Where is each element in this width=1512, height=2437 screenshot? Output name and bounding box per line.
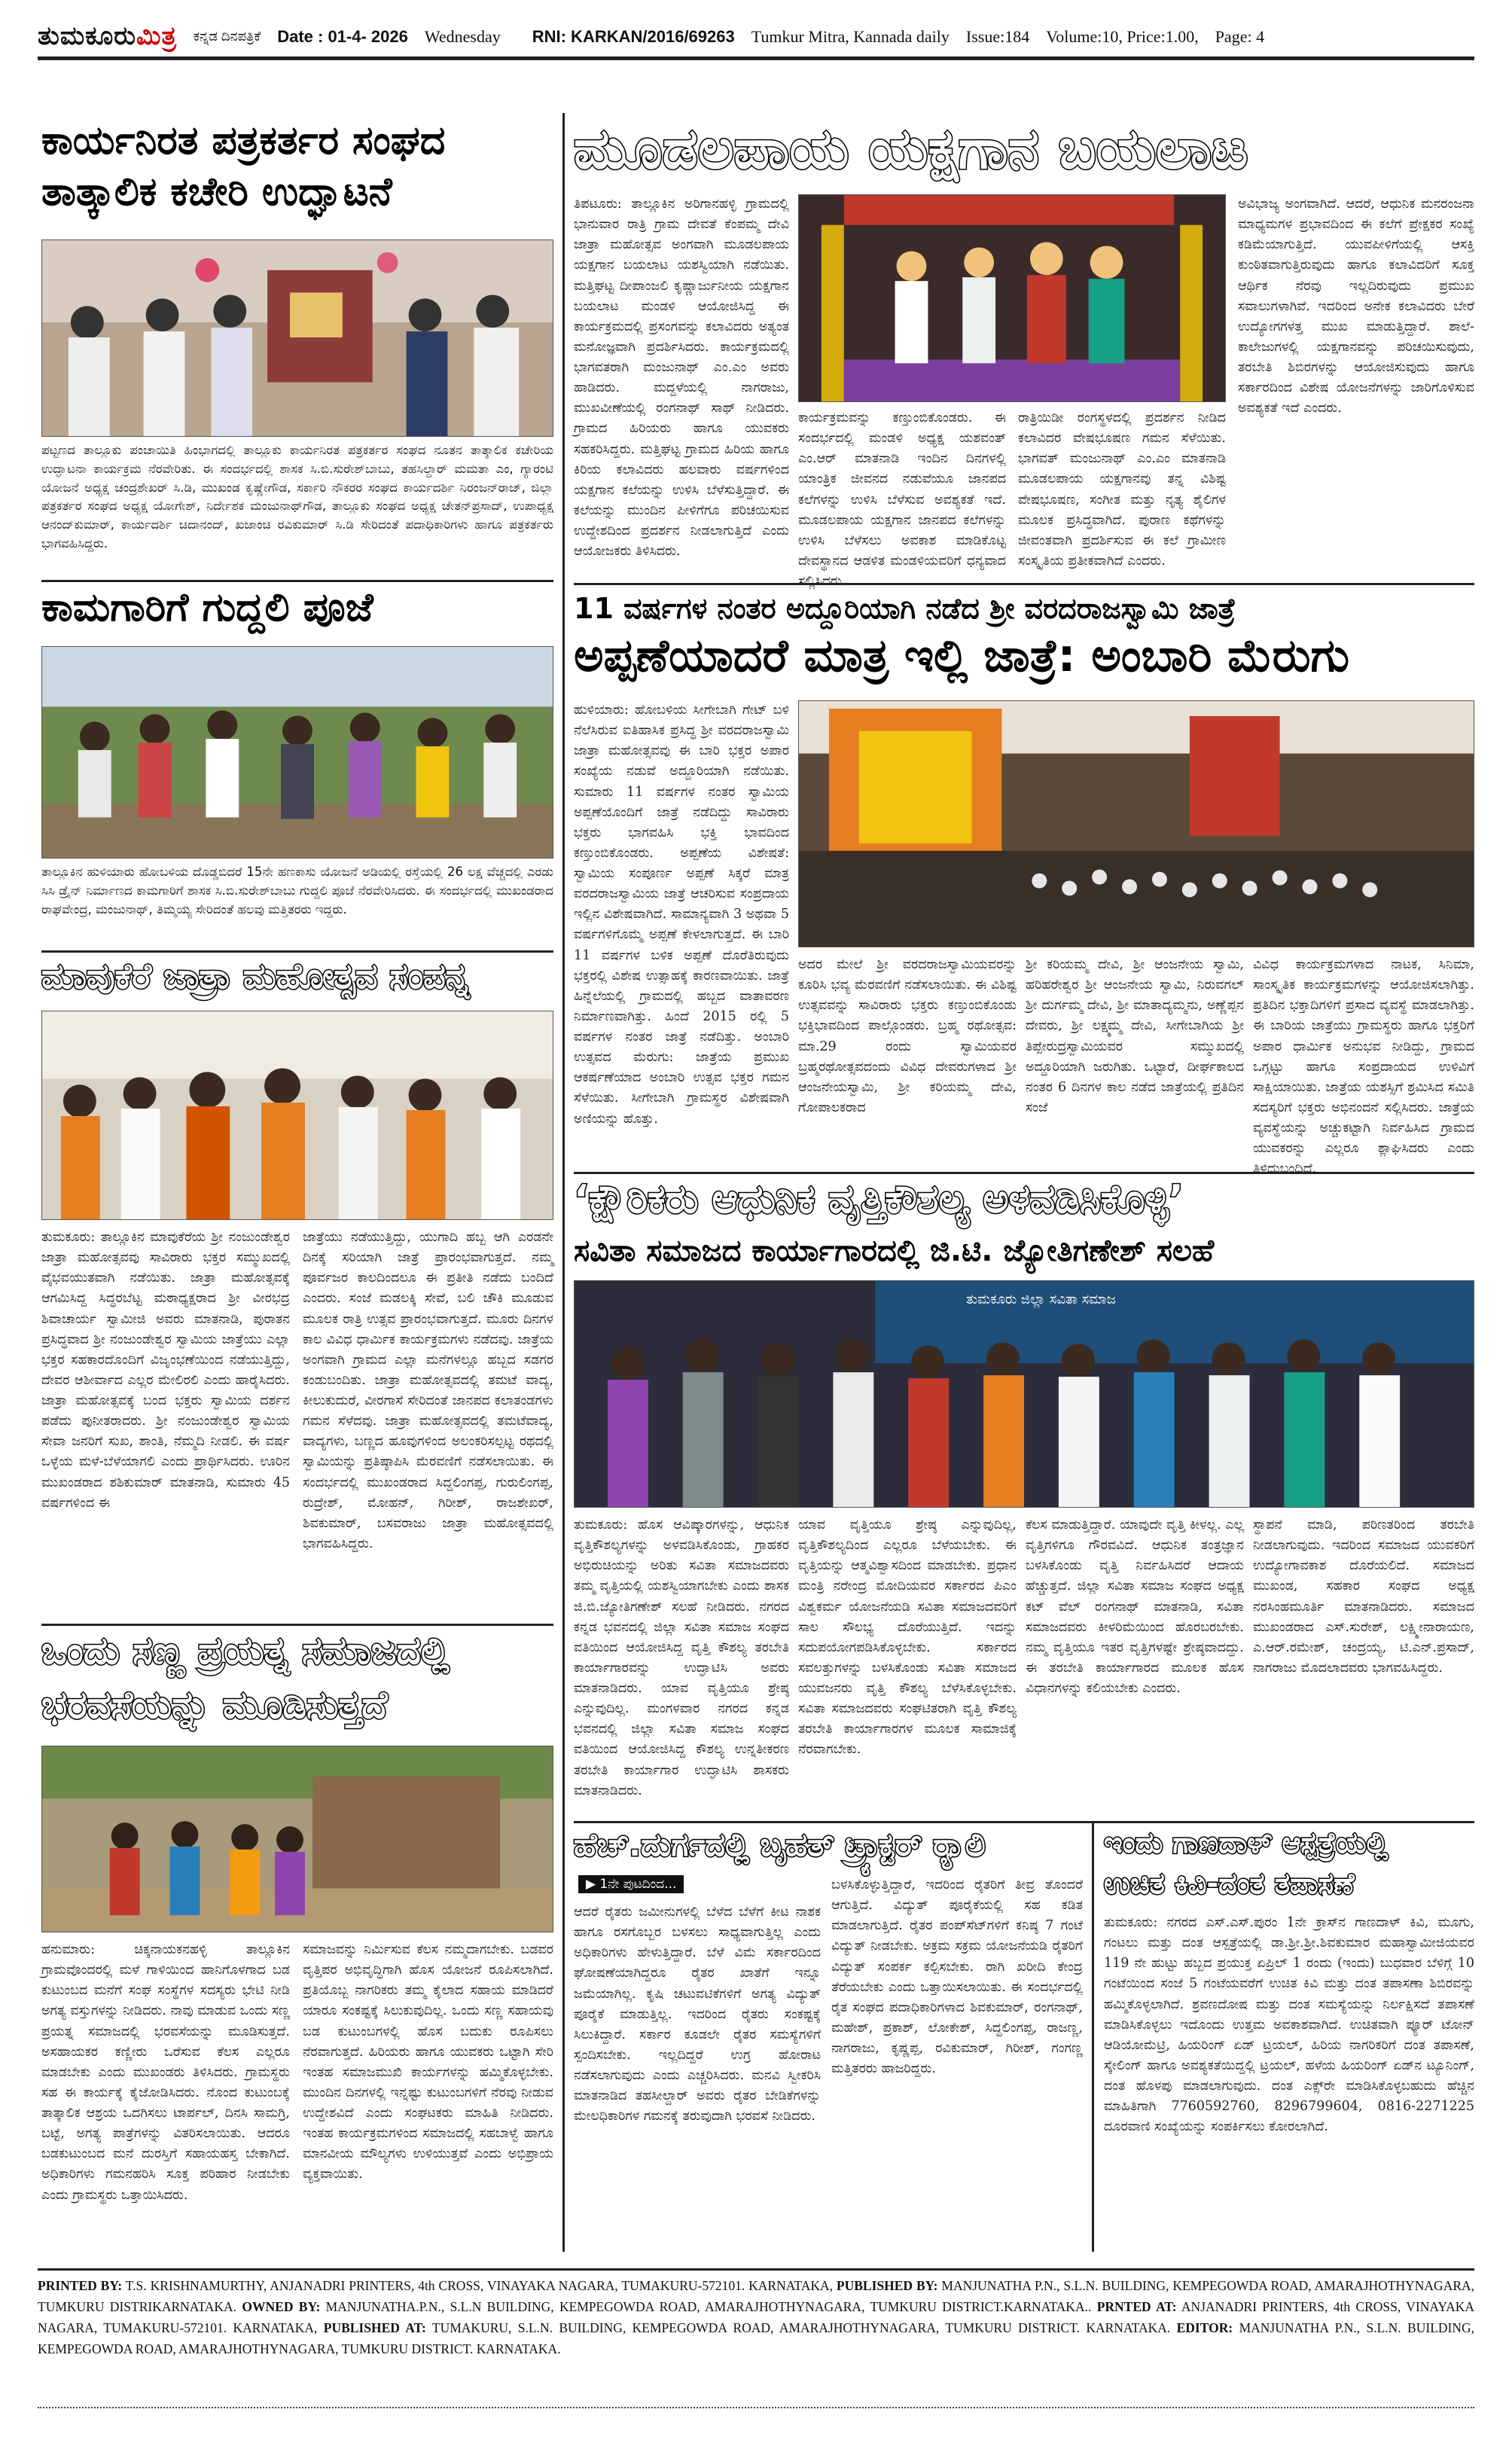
printed-by-label: PRINTED BY: (38, 2278, 123, 2293)
savitha-col2: ಯಾವ ವೃತ್ತಿಯೂ ಶ್ರೇಷ್ಠ ಎನ್ನುವುದಿಲ್ಲ, ವೃತ್ತಿಕೌಶಲ್ಯದಿಂದ ಎಲ್ಲರೂ ಬೆಳೆಯಬೇಕು. ಈ ವೃತ್ತಿಯನ್ನು ಆತ್ಮವಿಶ್ವಾಸದಿಂದ ಮಾಡಬೇಕು. ಪ್ರಧಾನ ಮಂತ್ರಿ ನರೇಂದ್ರ ಮೋದಿಯವರ ಸರ್ಕಾರದ ಪಿಎಂ ವಿಶ್ವಕರ್ಮ ಯೋಜನೆಯಡಿ ಸವಿತಾ ಸಮಾಜದವರಿಗೆ ಸಾಲ ಸೌಲಭ್ಯ ದೊರೆಯುತ್ತಿದೆ. ಇದನ್ನು ಸದುಪಯೋಗಪಡಿಸಿಕೊಳ್ಳಬೇಕು. ಸರ್ಕಾರದ ಸವಲತ್ತುಗಳನ್ನು ಬಳಸಿಕೊಂಡು ಸವಿತಾ ಸಮಾಜದ ಯುವಜನರು ವೃತ್ತಿ ಕೌಶಲ್ಯ ಬೆಳೆಸಿಕೊಳ್ಳಬೇಕು. ಸವಿತಾ ಸಮಾಜದವರು ಸಂಘಟಿತರಾಗಿ ವೃತ್ತಿ ಕೌಶಲ್ಯ ತರಬೇತಿ ಕಾರ್ಯಾಗಾರಗಳ ಮೂಲಕ ಸಾಮಾಜಿಕ್ಕೆ ನೆರವಾಗಬೇಕು. (798, 1517, 1017, 1758)
prayatna-headline-2: ಭರವಸೆಯನ್ನು ಮೂಡಿಸುತ್ತದೆ (41, 1683, 388, 1727)
logo-right: ಮಿತ್ರ (136, 22, 177, 50)
tractor-headline: ಹೆಚ್.ದುರ್ಗದಲ್ಲಿ ಬೃಹತ್ ಟ್ರ್ಯಾಕ್ಟರ್ ರ್‍ಯಾಲಿ (574, 1826, 986, 1863)
savitha-banner-text: ತುಮಕೂರು ಜಿಲ್ಲಾ ಸವಿತಾ ಸಮಾಜ (966, 1292, 1116, 1307)
published-by-label: PUBLISHED BY: (836, 2278, 938, 2293)
continued-label: 1ನೇ ಪುಟದಿಂದ... (599, 1877, 677, 1892)
prayatna-col1: ಹನುಮಾರು: ಚಿಕ್ಕನಾಯಕನಹಳ್ಳಿ ತಾಲ್ಲೂಕಿನ ಗ್ರಾಮವೊಂದರಲ್ಲಿ ಮಳೆ ಗಾಳಿಯಿಂದ ಹಾನಿಗೊಳಗಾದ ಬಡ ಕುಟುಂಬದ ಮನೆಗೆ ಸಂಘ ಸಂಸ್ಥೆಗಳ ಸದಸ್ಯರು ಭೇಟಿ ನೀಡಿ ಅಗತ್ಯ ವಸ್ತುಗಳನ್ನು ನೀಡಿದರು. ನಾವು ಮಾಡುವ ಒಂದು ಸಣ್ಣ ಪ್ರಯತ್ನ ಸಮಾಜದಲ್ಲಿ ಭರವಸೆಯನ್ನು ಮೂಡಿಸುತ್ತದೆ. ಅಸಹಾಯಕರ ಕಣ್ಣೀರು ಒರೆಸುವ ಕೆಲಸ ಎಲ್ಲರೂ ಮಾಡಬೇಕು ಎಂದು ಮುಖಂಡರು ತಿಳಿಸಿದರು. ಗ್ರಾಮಸ್ಥರು ಸಹ ಈ ಕಾರ್ಯಕ್ಕೆ ಕೈಜೋಡಿಸಿದರು. ನೊಂದ ಕುಟುಂಬಕ್ಕೆ ತಾತ್ಕಾಲಿಕ ಆಶ್ರಯ ಒದಗಿಸಲು ಟಾರ್ಪಲ್, ದಿನಸಿ ಸಾಮಗ್ರಿ, ಬಟ್ಟೆ, ಅಗತ್ಯ ಪಾತ್ರೆಗಳನ್ನು ವಿತರಿಸಲಾಯಿತು. ಆದರೂ ಬಡಕುಟುಂಬದ ಮನೆ ದುರಸ್ತಿಗೆ ಸಹಾಯಹಸ್ತ ಬೇಕಾಗಿದೆ. ಅಧಿಕಾರಿಗಳು ಗಮನಹರಿಸಿ ಸೂಕ್ತ ಪರಿಹಾರ ನೀಡಬೇಕು ಎಂದು ಗ್ರಾಮಸ್ಥರು ಒತ್ತಾಯಿಸಿದರು. (41, 1942, 290, 2203)
savitha-col3: ಕೆಲಸ ಮಾಡುತ್ತಿದ್ದಾರೆ. ಯಾವುದೇ ವೃತ್ತಿ ಕೀಳಲ್ಲ. ಎಲ್ಲ ವೃತ್ತಿಗಳಿಗೂ ಗೌರವವಿದೆ. ಆಧುನಿಕ ತಂತ್ರಜ್ಞಾನ ಬಳಸಿಕೊಂಡು ವೃತ್ತಿ ನಿರ್ವಹಿಸಿದರೆ ಆದಾಯ ಹೆಚ್ಚುತ್ತದೆ. ಜಿಲ್ಲಾ ಸವಿತಾ ಸಮಾಜ ಸಂಘದ ಅಧ್ಯಕ್ಷ ಕಟ್ ವೆಲ್ ರಂಗನಾಥ್ ಮಾತನಾಡಿ, ಸವಿತಾ ಸಮಾಜದವರು ಕೀಳರಿಮೆಯಿಂದ ಹೊರಬರಬೇಕು. ನಮ್ಮ ವೃತ್ತಿಯೂ ಇತರ ವೃತ್ತಿಗಳಷ್ಟೇ ಶ್ರೇಷ್ಠವಾದದ್ದು. ಈ ತರಬೇತಿ ಕಾರ್ಯಾಗಾರದ ಮೂಲಕ ಹೊಸ ವಿಧಾನಗಳನ್ನು ಕಲಿಯಬೇಕು ಎಂದರು. (1026, 1517, 1244, 1696)
yakshagana-col4: ಅವಿಭಾಜ್ಯ ಅಂಗವಾಗಿದೆ. ಆದರೆ, ಆಧುನಿಕ ಮನರಂಜನಾ ಮಾಧ್ಯಮಗಳ ಪ್ರಭಾವದಿಂದ ಈ ಕಲೆಗೆ ಪ್ರೇಕ್ಷಕರ ಸಂಖ್ಯೆ ಕಡಿಮೆಯಾಗುತ್ತಿದೆ. ಯುವಪೀಳಿಗೆಯಲ್ಲಿ ಆಸಕ್ತಿ ಕುಂಠಿತವಾಗುತ್ತಿರುವುದು ಹಾಗೂ ಕಲಾವಿದರಿಗೆ ಸೂಕ್ತ ಆರ್ಥಿಕ ನೆರವು ಇಲ್ಲದಿರುವುದು ಪ್ರಮುಖ ಸವಾಲುಗಳಾಗಿವೆ. ಇದರಿಂದ ಅನೇಕ ಕಲಾವಿದರು ಬೇರೆ ಉದ್ಯೋಗಗಳತ್ತ ಮುಖ ಮಾಡುತ್ತಿದ್ದಾರೆ. ಶಾಲೆ-ಕಾಲೇಜುಗಳಲ್ಲಿ ಯಕ್ಷಗಾನವನ್ನು ಪರಿಚಯಿಸುವುದು, ತರಬೇತಿ ಶಿಬಿರಗಳನ್ನು ಆಯೋಜಿಸುವುದು ಹಾಗೂ ಸರ್ಕಾರದಿಂದ ವಿಶೇಷ ಯೋಜನೆಗಳನ್ನು ಜಾರಿಗೊಳಿಸುವ ಅವಶ್ಯಕತೆ ಇದೆ ಎಂದರು. (1238, 197, 1474, 416)
masthead-date: Date : 01-4- 2026 (277, 26, 408, 46)
savitha-photo (574, 1280, 1474, 1508)
section-divider (574, 1172, 1474, 1174)
masthead-paper: Tumkur Mitra, Kannada daily (751, 26, 950, 46)
varadaraja-headline: ಅಪ್ಪಣೆಯಾದರೆ ಮಾತ್ರ ಇಲ್ಲಿ ಜಾತ್ರೆ: ಅಂಬಾರಿ ಮೆರುಗು (574, 630, 1349, 682)
office-headline-2: ತಾತ್ಕಾಲಿಕ ಕಚೇರಿ ಉದ್ಘಾಟನೆ (41, 169, 392, 215)
section-divider (574, 1821, 1474, 1823)
mavukere-col1: ತುಮಕೂರು: ತಾಲ್ಲೂಕಿನ ಮಾವುಕೆರೆಯ ಶ್ರೀ ನಂಜುಂಡೇಶ್ವರ ಜಾತ್ರಾ ಮಹೋತ್ಸವವು ಸಾವಿರಾರು ಭಕ್ತರ ಸಮ್ಮುಖದಲ್ಲಿ ವೈಭವಯುತವಾಗಿ ನಡೆಯಿತು. ಜಾತ್ರಾ ಮಹೋತ್ಸವಕ್ಕೆ ಆಗಮಿಸಿದ್ದ ಸಿದ್ಧರಬೆಟ್ಟ ಮಠಾಧ್ಯಕ್ಷರಾದ ಶ್ರೀ ವೀರಭದ್ರ ಶಿವಾಚಾರ್ಯ ಸ್ವಾಮೀಜಿ ಅವರು ಮಾತನಾಡಿ, ಪುರಾತನ ಪ್ರಸಿದ್ಧವಾದ ಶ್ರೀ ನಂಜುಂಡೇಶ್ವರ ಸ್ವಾಮಿಯ ಜಾತ್ರೆಯು ಎಲ್ಲಾ ಭಕ್ತರ ಸಹಕಾರದೊಂದಿಗೆ ವಿಜೃಂಭಣೆಯಿಂದ ನಡೆಯುತ್ತಿದ್ದು, ದೇವರ ಆಶೀರ್ವಾದ ಎಲ್ಲರ ಮೇಲಿರಲಿ ಎಂದು ಹಾರೈಸಿದರು. ಜಾತ್ರಾ ಮಹೋತ್ಸವಕ್ಕೆ ಬಂದ ಭಕ್ತರು ಸ್ವಾಮಿಯ ದರ್ಶನ ಪಡೆದು ಪುನೀತರಾದರು. ಶ್ರೀ ನಂಜುಂಡೇಶ್ವರ ಸ್ವಾಮಿಯ ಸೇವಾ ಜನರಿಗೆ ಸುಖ, ಶಾಂತಿ, ನೆಮ್ಮದಿ ನೀಡಲಿ. ಈ ವರ್ಷ ಒಳ್ಳೆಯ ಮಳೆ-ಬೆಳೆಯಾಗಲಿ ಎಂದು ಪ್ರಾರ್ಥಿಸಿದರು. ಊರಿನ ಮುಖಂಡರಾದ ಶಶಿಕುಮಾರ್ ಮಾತನಾಡಿ, ಸುಮಾರು 45 ವರ್ಷಗಳಿಂದ ಈ (41, 1230, 290, 1511)
dental-body: ತುಮಕೂರು: ನಗರದ ಎಸ್.ಎಸ್.ಪುರಂ 1ನೇ ಕ್ರಾಸ್‌ನ ಗಾಣದಾಳ್ ಕಿವಿ, ಮೂಗು, ಗಂಟಲು ಮತ್ತು ದಂತ ಆಸ್ಪತ್ರೆಯಲ್ಲಿ ಡಾ.ಶ್ರೀ.ಶ್ರೀ.ಶಿವಕುಮಾರ ಮಹಾಸ್ವಾಮೀಜಿಯವರ 119 ನೇ ಹುಟ್ಟು ಹಬ್ಬದ ಪ್ರಯುಕ್ತ ಏಪ್ರಿಲ್ 1 ರಂದು (ಇಂದು) ಬುಧವಾರ ಬೆಳಿಗ್ಗೆ 10 ಗಂಟೆಯಿಂದ ಸಂಜೆ 5 ಗಂಟೆಯವರೆಗೆ ಉಚಿತ ಕಿವಿ ಮತ್ತು ದಂತ ತಪಾಸಣಾ ಶಿಬಿರವನ್ನು ಹಮ್ಮಿಕೊಳ್ಳಲಾಗಿದೆ. ಶ್ರವಣದೋಷ ಮತ್ತು ದಂತ ಸಮಸ್ಯೆಯನ್ನು ನಿರ್ಲಕ್ಷಿಸದೆ ತಪಾಸಣೆ ಮಾಡಿಸಿಕೊಳ್ಳಲು ಇದೊಂದು ಉತ್ತಮ ಅವಕಾಶವಾಗಿದೆ. ಉಚಿತವಾಗಿ ಪ್ಯೂರ್ ಟೋನ್ ಆಡಿಯೋಮೆಟ್ರಿ, ಹಿಯರಿಂಗ್ ಏಡ್ ಟ್ರಯಲ್, ಹಿರಿಯ ನಾಗರಿಕರಿಗೆ ದಂತ ತಪಾಸಣೆ, ಸ್ಕೇಲಿಂಗ್ ಹಾಗೂ ಅವಶ್ಯಕತೆಯಿದ್ದಲ್ಲಿ ಟ್ರಯಲ್, ಹಳೆಯ ಹಿಯರಿಂಗ್ ಏಡ್‌ನ ಟ್ಯೂನಿಂಗ್, ದಂತ ಹೊಳಪು ಮಾಡಲಾಗುವುದು. ದಂತ ಎಕ್ಸ್‌ರೇ ಮಾಡಿಸಿಕೊಳ್ಳಬಹುದು ಹೆಚ್ಚಿನ ಮಾಹಿತಿಗಾಗಿ 7760592760, 8296799604, 0816-2271225 ದೂರವಾಣಿ ಸಂಖ್ಯೆಯನ್ನು ಸಂಪರ್ಕಿಸಲು ಕೋರಲಾಗಿದೆ. (1104, 1915, 1474, 2135)
prayatna-headline-1: ಒಂದು ಸಣ್ಣ ಪ್ರಯತ್ನ ಸಮಾಜದಲ್ಲಿ (41, 1629, 450, 1673)
newspaper-logo (38, 22, 177, 51)
section-divider (41, 1624, 553, 1626)
play-icon: ▶ (586, 1877, 600, 1892)
masthead-weekday: Wednesday (424, 26, 501, 46)
printed-by: T.S. KRISHNAMURTHY, ANJANADRI PRINTERS, 4th CROSS, VINAYAKA NAGARA, TUMAKURU-572101. KARNATAKA, (122, 2278, 833, 2293)
published-at-label: PUBLISHED AT: (323, 2320, 426, 2335)
yakshagana-photo (798, 194, 1226, 402)
varadaraja-kicker: 11 ವರ್ಷಗಳ ನಂತರ ಅದ್ದೂರಿಯಾಗಿ ನಡೆದ ಶ್ರೀ ವರದರಾಜಸ್ವಾಮಿ ಜಾತ್ರೆ (574, 592, 1236, 625)
logo-left: ತುಮಕೂರು (38, 22, 136, 50)
published-by: MANJUNATHA P.N., S.L.N. BUILDING, KEMPEGOWDA ROAD, AMARAJHOTHYNAGARA, TUMKURU DISTRIKARNATAKA. (38, 2278, 1475, 2314)
mavukere-headline: ಮಾವುಕೆರೆ ಜಾತ್ರಾ ಮಹೋತ್ಸವ ಸಂಪನ್ನ (41, 956, 470, 996)
tractor-col2: ಬಳಸಿಕೊಳ್ಳುತ್ತಿದ್ದಾರೆ, ಇದರಿಂದ ರೈತರಿಗೆ ತೀವ್ರ ತೊಂದರೆ ಆಗುತ್ತಿದೆ. ವಿದ್ಯುತ್ ಪೂರೈಕೆಯಲ್ಲಿ ಸಹ ಕಡಿತ ಮಾಡಲಾಗುತ್ತಿದೆ. ರೈತರ ಪಂಪ್‌ಸೆಟ್‌ಗಳಿಗೆ ಕನಿಷ್ಠ 7 ಗಂಟೆ ವಿದ್ಯುತ್ ನೀಡಬೇಕು. ಅಕ್ರಮ ಸಕ್ರಮ ಯೋಜನೆಯಡಿ ರೈತರಿಗೆ ವಿದ್ಯುತ್ ಸಂಪರ್ಕ ಕಲ್ಪಿಸಬೇಕು. ರಾಗಿ ಖರೀದಿ ಕೇಂದ್ರ ತೆರೆಯಬೇಕು ಎಂದು ಒತ್ತಾಯಿಸಲಾಯಿತು. ಈ ಸಂದರ್ಭದಲ್ಲಿ ರೈತ ಸಂಘದ ಪದಾಧಿಕಾರಿಗಳಾದ ಶಿವಕುಮಾರ್, ರಂಗನಾಥ್, ಮಹೇಶ್, ಪ್ರಕಾಶ್, ಲೋಕೇಶ್, ಸಿದ್ದಲಿಂಗಪ್ಪ, ರಾಜಣ್ಣ, ನಾಗರಾಜು, ಕೃಷ್ಣಪ್ಪ, ರವಿಕುಮಾರ್, ಗಿರೀಶ್, ಗಂಗಣ್ಣ ಮತ್ತಿತರರು ಹಾಜರಿದ್ದರು. (831, 1877, 1083, 2077)
varadaraja-col2: ಅದರ ಮೇಲೆ ಶ್ರೀ ವರದರಾಜಸ್ವಾಮಿಯವರನ್ನು ಕೂರಿಸಿ ಭವ್ಯ ಮೆರವಣಿಗೆ ನಡೆಸಲಾಯಿತು. ಈ ವಿಶಿಷ್ಟ ಉತ್ಸವವನ್ನು ಸಾವಿರಾರು ಭಕ್ತರು ಕಣ್ತುಂಬಿಕೊಂಡು ಭಕ್ತಿಭಾವದಿಂದ ಪಾಲ್ಗೊಂಡರು. ಬ್ರಹ್ಮ ರಥೋತ್ಸವ: ಮಾ.29 ರಂದು ಸ್ವಾಮಿಯವರ ಬ್ರಹ್ಮರಥೋತ್ಸವದಂದು ವಿವಿಧ ದೇವರುಗಳಾದ ಶ್ರೀ ಆಂಜನೇಯಸ್ವಾಮಿ, ಶ್ರೀ ಕರಿಯಮ್ಮ ದೇವಿ, ಗೋಪಾಲಕರಾದ (798, 957, 1017, 1115)
prayatna-col2: ಸಮಾಜವನ್ನು ನಿರ್ಮಿಸುವ ಕೆಲಸ ನಮ್ಮದಾಗಬೇಕು. ಬಡವರ ವೃತ್ತಿಪರ ಅಭಿವೃದ್ಧಿಗಾಗಿ ಹೊಸ ಯೋಜನೆ ರೂಪಿಸಲಾಗಿದೆ. ಪ್ರತಿಯೊಬ್ಬ ನಾಗರಿಕರು ತಮ್ಮ ಕೈಲಾದ ಸಹಾಯ ಮಾಡಿದರೆ ಯಾರೂ ಸಂಕಷ್ಟಕ್ಕೆ ಸಿಲುಕುವುದಿಲ್ಲ. ಒಂದು ಸಣ್ಣ ಸಹಾಯವು ಬಡ ಕುಟುಂಬಗಳಲ್ಲಿ ಹೊಸ ಬದುಕು ರೂಪಿಸಲು ನೆರವಾಗುತ್ತದೆ. ಹಿರಿಯರು ಹಾಗೂ ಯುವಕರು ಒಟ್ಟಾಗಿ ಸೇರಿ ಇಂತಹ ಸಮಾಜಮುಖಿ ಕಾರ್ಯಗಳನ್ನು ಹಮ್ಮಿಕೊಳ್ಳಬೇಕು. ಮುಂದಿನ ದಿನಗಳಲ್ಲಿ ಇನ್ನಷ್ಟು ಕುಟುಂಬಗಳಿಗೆ ನೆರವು ನೀಡುವ ಉದ್ದೇಶವಿದೆ ಎಂದು ಸಂಘಟಕರು ಮಾಹಿತಿ ನೀಡಿದರು. ಇಂತಹ ಕಾರ್ಯಕ್ರಮಗಳಿಂದ ಸಮಾಜದಲ್ಲಿ ಸಹಬಾಳ್ವೆ ಹಾಗೂ ಮಾನವೀಯ ಮೌಲ್ಯಗಳು ಉಳಿಯುತ್ತವೆ ಎಂದು ಅಭಿಪ್ರಾಯ ವ್ಯಕ್ತವಾಯಿತು. (303, 1942, 553, 2182)
masthead-subtitle: ಕನ್ನಡ ದಿನಪತ್ರಿಕೆ (193, 29, 261, 44)
tractor-col1: ಆದರೆ ರೈತರು ಜಮೀನುಗಳಲ್ಲಿ ಬೆಳೆದ ಬೆಳೆಗೆ ಕೀಟ ನಾಶಕ ಹಾಗೂ ರಸಗೊಬ್ಬರ ಬಳಸಲು ಸಾಧ್ಯವಾಗುತ್ತಿಲ್ಲ ಎಂದು ಅಧಿಕಾರಿಗಳು ಹೇಳುತ್ತಿದ್ದಾರೆ. ಬೆಳೆ ವಿಮೆ ಸರ್ಕಾರದಿಂದ ಘೋಷಣೆಯಾಗಿದ್ದರೂ ರೈತರ ಖಾತೆಗೆ ಇನ್ನೂ ಜಮೆಯಾಗಿಲ್ಲ. ಕೃಷಿ ಚಟುವಟಿಕೆಗಳಿಗೆ ಅಗತ್ಯ ವಿದ್ಯುತ್ ಪೂರೈಕೆ ಮಾಡುತ್ತಿಲ್ಲ. ಇದರಿಂದ ರೈತರು ಸಂಕಷ್ಟಕ್ಕೆ ಸಿಲುಕಿದ್ದಾರೆ. ಸರ್ಕಾರ ಕೂಡಲೇ ರೈತರ ಸಮಸ್ಯೆಗಳಿಗೆ ಸ್ಪಂದಿಸಬೇಕು. ಇಲ್ಲದಿದ್ದರೆ ಉಗ್ರ ಹೋರಾಟ ನಡೆಸಲಾಗುವುದು ಎಂದು ಎಚ್ಚರಿಸಿದರು. ಮನವಿ ಸ್ವೀಕರಿಸಿ ಮಾತನಾಡಿದ ತಹಸೀಲ್ದಾರ್ ಅವರು ರೈತರ ಬೇಡಿಕೆಗಳನ್ನು ಮೇಲಧಿಕಾರಿಗಳ ಗಮನಕ್ಕೆ ತರುವುದಾಗಿ ಭರವಸೆ ನೀಡಿದರು. (574, 1905, 821, 2124)
office-photo (41, 239, 553, 437)
owned-by: MANJUNATHA.P.N., S.L.N BUILDING, KEMPEGOWDA ROAD, AMARAJHOTHYNAGARA, TUMKURU DISTRICT.KARNATAKA.. (320, 2299, 1092, 2314)
printed-at: ANJANADRI PRINTERS, 4th CROSS, VINAYAKA NAGARA, TUMAKURU-572101. KARNATAKA, (38, 2299, 1475, 2335)
savitha-headline: ‘ಕ್ಷೌರಿಕರು ಆಧುನಿಕ ವೃತ್ತಿಕೌಶಲ್ಯ ಅಳವಡಿಸಿಕೊಳ್ಳಿ’ (574, 1177, 1184, 1222)
imprint-footer (38, 2268, 1474, 2359)
varadaraja-photo (798, 700, 1474, 947)
varadaraja-col4: ವಿವಿಧ ಕಾರ್ಯಕ್ರಮಗಳಾದ ನಾಟಕ, ಸಿನಿಮಾ, ಸಾಂಸ್ಕೃತಿಕ ಕಾರ್ಯಕ್ರಮಗಳನ್ನು ಆಯೋಜಿಸಲಾಗಿತ್ತು. ಪ್ರತಿದಿನ ಭಕ್ತಾದಿಗಳಿಗೆ ಪ್ರಸಾದ ವ್ಯವಸ್ಥೆ ಮಾಡಲಾಗಿತ್ತು. ಈ ಬಾರಿಯ ಜಾತ್ರೆಯು ಗ್ರಾಮಸ್ಥರು ಹಾಗೂ ಭಕ್ತರಿಗೆ ಅಪಾರ ಧಾರ್ಮಿಕ ಅನುಭವ ನೀಡಿದ್ದು, ಗ್ರಾಮದ ಒಗ್ಗಟ್ಟು ಹಾಗೂ ಸಂಪ್ರದಾಯದ ಉಳಿವಿಗೆ ಸಾಕ್ಷಿಯಾಯಿತು. ಜಾತ್ರೆಯ ಯಶಸ್ಸಿಗೆ ಶ್ರಮಿಸಿದ ಸಮಿತಿ ಸದಸ್ಯರಿಗೆ ಭಕ್ತರು ಅಭಿನಂದನೆ ಸಲ್ಲಿಸಿದರು. ಜಾತ್ರೆಯ ವ್ಯವಸ್ಥೆಯನ್ನು ಅಚ್ಚುಕಟ್ಟಾಗಿ ನಿರ್ವಹಿಸಿದ ಗ್ರಾಮದ ಯುವಕರನ್ನು ಎಲ್ಲರೂ ಶ್ಲಾಘಿಸಿದರು ಎಂದು ತಿಳಿದುಬಂದಿದೆ. (1253, 957, 1474, 1177)
yakshagana-col1: ತಿಪಟೂರು: ತಾಲ್ಲೂಕಿನ ಅರಿಗಾನಹಳ್ಳಿ ಗ್ರಾಮದಲ್ಲಿ ಭಾನುವಾರ ರಾತ್ರಿ ಗ್ರಾಮ ದೇವತೆ ಕೆಂಪಮ್ಮ ದೇವಿ ಜಾತ್ರಾ ಮಹೋತ್ಸವ ಅಂಗವಾಗಿ ಮೂಡಲಪಾಯ ಯಕ್ಷಗಾನ ಬಯಲಾಟ ಯಶಸ್ವಿಯಾಗಿ ನಡೆಯಿತು. ಮತ್ತಿಘಟ್ಟ ದೀಪಾಂಜಲಿ ಕೃಷ್ಣಾರ್ಜುನೀಯ ಯಕ್ಷಗಾನ ಬಯಲಾಟ ಮಂಡಳಿ ಆಯೋಜಿಸಿದ್ದ ಈ ಕಾರ್ಯಕ್ರಮದಲ್ಲಿ ಪ್ರಸಂಗವನ್ನು ಕಲಾವಿದರು ಅತ್ಯಂತ ಮನೋಜ್ಞವಾಗಿ ಪ್ರದರ್ಶಿಸಿದರು. ಕಾರ್ಯಕ್ರಮದಲ್ಲಿ ಭಾಗವತರಾಗಿ ಮಂಜುನಾಥ್ ಎಂ.ಎಂ ಅವರು ಹಾಡಿದರು. ಮದ್ದಳೆಯಲ್ಲಿ ನಾಗರಾಜು, ಮುಖವೀಣೆಯಲ್ಲಿ ರಂಗನಾಥ್ ಸಾಥ್ ನೀಡಿದರು. ಗ್ರಾಮದ ಹಿರಿಯರು ಹಾಗೂ ಯುವಕರು ಸಹಕರಿಸಿದ್ದರು. ಮತ್ತಿಘಟ್ಟ ಗ್ರಾಮದ ಹಿರಿಯ ಹಾಗೂ ಕಿರಿಯ ಕಲಾವಿದರು ಹಲವಾರು ವರ್ಷಗಳಿಂದ ಯಕ್ಷಗಾನ ಕಲೆಯನ್ನು ಉಳಿಸಿ ಬೆಳೆಸುತ್ತಿದ್ದಾರೆ. ಈ ಕಲೆಯನ್ನು ಮುಂದಿನ ಪೀಳಿಗೆಗೂ ಪರಿಚಯಿಸುವ ಉದ್ದೇಶದಿಂದ ಪ್ರದರ್ಶನ ನೀಡಲಾಗುತ್ತಿದೆ ಎಂದು ಆಯೋಜಕರು ತಿಳಿಸಿದರು. (574, 197, 789, 560)
footer-dotted-rule (38, 2407, 1474, 2408)
editor-label: EDITOR: (1176, 2320, 1233, 2335)
column-divider (1092, 1821, 1094, 2252)
prayatna-photo (41, 1746, 553, 1932)
office-caption: ಪಟ್ಟಣದ ತಾಲ್ಲೂಕು ಪಂಚಾಯಿತಿ ಹಿಂಭಾಗದಲ್ಲಿ ತಾಲ್ಲೂಕು ಕಾರ್ಯನಿರತ ಪತ್ರಕರ್ತರ ಸಂಘದ ನೂತನ ತಾತ್ಕಾಲಿಕ ಕಚೇರಿಯ ಉದ್ಘಾಟನಾ ಕಾರ್ಯಕ್ರಮ ನೆರವೇರಿತು. ಈ ಸಂದರ್ಭದಲ್ಲಿ ಶಾಸಕ ಸಿ.ಬಿ.ಸುರೇಶ್‌ಬಾಬು, ತಹಸಿಲ್ದಾರ್ ಮಮತಾ ಎಂ, ಗ್ಯಾರಂಟಿ ಯೋಜನೆ ಅಧ್ಯಕ್ಷ ಚಂದ್ರಶೇಖರ್ ಸಿ.ಡಿ, ಮುಖಂಡ ಕೃಷ್ಣೇಗೌಡ, ಸರ್ಕಾರಿ ನೌಕರರ ಸಂಘದ ಕಾರ್ಯದರ್ಶಿ ನಿರಂಜನ್‌ರಾಜ್, ಜಿಲ್ಲಾ ಪತ್ರಕರ್ತರ ಸಂಘದ ಅಧ್ಯಕ್ಷ ಯೋಗೇಶ್, ನಿರ್ದೇಶಕ ಮಂಜುನಾಥ್‌ಗೌಡ, ತಾಲ್ಲೂಕು ಸಂಘದ ಅಧ್ಯಕ್ಷ ಚೇತನ್‌ಪ್ರಸಾದ್, ಉಪಾಧ್ಯಕ್ಷ ಆನಂದ್‌ಕುಮಾರ್, ಕಾರ್ಯದರ್ಶಿ ಚಿದಾನಂದ್, ಖಜಾಂಚಿ ರವಿಕುಮಾರ್ ಸಿ.ಡಿ ಸೇರಿದಂತೆ ಪದಾಧಿಕಾರಿಗಳು ಹಾಗೂ ಪತ್ರಕರ್ತರು ಭಾಗವಹಿಸಿದ್ದರು. (41, 443, 553, 551)
yakshagana-col2: ಕಾರ್ಯಕ್ರಮವನ್ನು ಕಣ್ತುಂಬಿಕೊಂಡರು. ಈ ಸಂದರ್ಭದಲ್ಲಿ ಮಂಡಳಿ ಅಧ್ಯಕ್ಷ ಯಶವಂತ್ ಎಂ.ಆರ್ ಮಾತನಾಡಿ ಇಂದಿನ ದಿನಗಳಲ್ಲಿ ಯಾಂತ್ರಿಕ ಜೀವನದ ನಡುವೆಯೂ ಜಾನಪದ ಕಲೆಗಳನ್ನು ಉಳಿಸಿ ಬೆಳೆಸುವ ಅವಶ್ಯಕತೆ ಇದೆ. ಮೂಡಲಪಾಯ ಯಕ್ಷಗಾನ ಜಾನಪದ ಕಲೆಗಳನ್ನು ಉಳಿಸಿ ಬೆಳೆಸಲು ಅವಕಾಶ ಮಾಡಿಕೊಟ್ಟ ದೇವಸ್ಥಾನದ ಆಡಳಿತ ಮಂಡಳಿಯವರಿಗೆ ಧನ್ಯವಾದ ಸಲ್ಲಿಸಿದರು. (798, 410, 1006, 589)
continued-tag (578, 1875, 684, 1893)
savitha-subhead: ಸವಿತಾ ಸಮಾಜದ ಕಾರ್ಯಾಗಾರದಲ್ಲಿ ಜಿ.ಟಿ. ಜ್ಯೋತಿಗಣೇಶ್ ಸಲಹೆ (574, 1234, 1215, 1268)
masthead (38, 21, 1474, 60)
masthead-rni: RNI: KARKAN/2016/69263 (532, 26, 735, 46)
mavukere-photo (41, 1011, 553, 1220)
guddali-headline: ಕಾಮಗಾರಿಗೆ ಗುದ್ದಲಿ ಪೂಜೆ (41, 585, 373, 630)
varadaraja-col3: ಶ್ರೀ ಕರಿಯಮ್ಮ ದೇವಿ, ಶ್ರೀ ಆಂಜನೇಯ ಸ್ವಾಮಿ, ಹರಿಹರೇಶ್ವರ ಶ್ರೀ ಆಂಜನೇಯ ಸ್ವಾಮಿ, ನಿರುವಗಲ್ ಶ್ರೀ ದುರ್ಗಮ್ಮ ದೇವಿ, ಶ್ರೀ ಮಾತಾದ್ಯಮ್ಮನು, ಅಣ್ಣೆಪ್ಪನ ದೇವರು, ಶ್ರೀ ಲಕ್ಷ್ಮಮ್ಮ ದೇವಿ, ಸೀಗೇಬಾಗಿಯ ಶ್ರೀ ತಿಪ್ಪೇರುದ್ರಸ್ವಾಮಿಯವರ ಸಮ್ಮುಖದಲ್ಲಿ ಅದ್ದೂರಿಯಾಗಿ ಜರುಗಿತು. ಒಟ್ಟಾರೆ, ದೀರ್ಘಕಾಲದ ನಂತರ 6 ದಿನಗಳ ಕಾಲ ನಡೆದ ಜಾತ್ರೆಯಲ್ಲಿ ಪ್ರತಿದಿನ ಸಂಜೆ (1026, 957, 1244, 1115)
section-divider (41, 950, 553, 953)
section-divider (574, 583, 1474, 585)
yakshagana-headline: ಮೂಡಲಪಾಯ ಯಕ್ಷಗಾನ ಬಯಲಾಟ (574, 117, 1248, 181)
dental-headline-2: ಉಚಿತ ಕಿವಿ-ದಂತ ತಪಾಸಣೆ (1104, 1867, 1355, 1900)
guddali-photo (41, 646, 553, 859)
column-divider (562, 113, 565, 2252)
savitha-col4: ಸ್ಥಾಪನೆ ಮಾಡಿ, ಪರಿಣತರಿಂದ ತರಬೇತಿ ನೀಡಲಾಗುವುದು. ಇದರಿಂದ ಸಮಾಜದ ಯುವಕರಿಗೆ ಉದ್ಯೋಗಾವಕಾಶ ದೊರೆಯಲಿದೆ. ಸಮಾಜದ ಮುಖಂಡ, ಸಹಕಾರ ಸಂಘದ ಅಧ್ಯಕ್ಷ ನರಸಿಂಹಮೂರ್ತಿ ಮಾತನಾಡಿದರು. ಸಮಾಜದ ಮುಖಂಡರಾದ ಎಸ್.ಸುರೇಶ್, ಲಕ್ಷ್ಮೀನಾರಾಯಣ, ಎ.ಆರ್.ರಮೇಶ್, ಚಂದ್ರಯ್ಯ, ಟಿ.ಎನ್.ಪ್ರಸಾದ್, ನಾಗರಾಜು ಮೊದಲಾದವರು ಭಾಗವಹಿಸಿದ್ದರು. (1253, 1517, 1474, 1676)
section-divider (41, 580, 553, 582)
owned-by-label: OWNED BY: (242, 2299, 321, 2314)
office-headline-1: ಕಾರ್ಯನಿರತ ಪತ್ರಕರ್ತರ ಸಂಘದ (41, 118, 446, 163)
varadaraja-col1: ಹುಳಿಯಾರು: ಹೋಬಳಿಯ ಸೀಗೇಬಾಗಿ ಗೇಟ್ ಬಳಿ ನೆಲೆಸಿರುವ ಐತಿಹಾಸಿಕ ಪ್ರಸಿದ್ಧ ಶ್ರೀ ವರದರಾಜಸ್ವಾಮಿ ಜಾತ್ರಾ ಮಹೋತ್ಸವವು ಈ ಬಾರಿ ಭಕ್ತರ ಅಪಾರ ಸಂಖ್ಯೆಯ ನಡುವೆ ಅದ್ದೂರಿಯಾಗಿ ನಡೆಯಿತು. ಸುಮಾರು 11 ವರ್ಷಗಳ ನಂತರ ಸ್ವಾಮಿಯ ಅಪ್ಪಣೆಯೊಂದಿಗೆ ಜಾತ್ರೆ ನಡೆದಿದ್ದು ಸಾವಿರಾರು ಭಕ್ತರು ಭಾಗವಹಿಸಿ ಭಕ್ತಿ ಭಾವದಿಂದ ಕಣ್ತುಂಬಿಕೊಂಡರು. ಅಪ್ಪಣೆಯ ವಿಶೇಷತೆ: ಸ್ವಾಮಿಯ ಸಂಪೂರ್ಣ ಅಪ್ಪಣೆ ಸಿಕ್ಕರೆ ಮಾತ್ರ ವರದರಾಜಸ್ವಾಮಿಯ ಜಾತ್ರೆ ಆಚರಿಸುವ ಸಂಪ್ರದಾಯ ಇಲ್ಲಿನ ವಿಶೇಷವಾಗಿದೆ. ಸಾಮಾನ್ಯವಾಗಿ 3 ಅಥವಾ 5 ವರ್ಷಗಳಿಗೊಮ್ಮೆ ಅಪ್ಪಣೆ ಕೇಳಲಾಗುತ್ತದೆ. ಈ ಬಾರಿ 11 ವರ್ಷಗಳ ಬಳಿಕ ಅಪ್ಪಣೆ ದೊರೆತಿರುವುದು ಭಕ್ತರಲ್ಲಿ ವಿಶೇಷ ಉತ್ಸಾಹಕ್ಕೆ ಕಾರಣವಾಯಿತು. ಜಾತ್ರೆ ಹಿನ್ನೆಲೆಯಲ್ಲಿ ಗ್ರಾಮದಲ್ಲಿ ಹಬ್ಬದ ವಾತಾವರಣ ನಿರ್ಮಾಣವಾಗಿತ್ತು. ಹಿಂದೆ 2015 ರಲ್ಲಿ 5 ವರ್ಷಗಳ ನಂತರ ಜಾತ್ರೆ ನಡೆದಿತ್ತು. ಅಂಬಾರಿ ಉತ್ಸವದ ಮೆರುಗು: ಜಾತ್ರೆಯ ಪ್ರಮುಖ ಆಕರ್ಷಣೆಯಾದ ಅಂಬಾರಿ ಉತ್ಸವ ಭಕ್ತರ ಗಮನ ಸೆಳೆಯಿತು. ಸೀಗೇಬಾಗಿ ಗ್ರಾಮಸ್ಥರ ವಿಶೇಷವಾಗಿ ಅಣಿಯನ್ನು ಹೊತ್ತು. (574, 703, 789, 1127)
mavukere-col2: ಜಾತ್ರೆಯು ನಡೆಯುತ್ತಿದ್ದು, ಯುಗಾದಿ ಹಬ್ಬ ಆಗಿ ಎರಡನೇ ದಿನಕ್ಕೆ ಸರಿಯಾಗಿ ಜಾತ್ರೆ ಪ್ರಾರಂಭವಾಗುತ್ತದೆ. ನಮ್ಮ ಪೂರ್ವಜರ ಕಾಲದಿಂದಲೂ ಈ ಪ್ರತೀತಿ ನಡೆದು ಬಂದಿದೆ ಎಂದರು. ಸಂಜೆ ಮಡಲಕ್ಕಿ ಸೇವೆ, ಬಲಿ ಚೌಕಿ ಮೂಡುವ ಮೂಲಕ ರಾತ್ರಿ ಉತ್ಸವ ಪ್ರಾರಂಭವಾಗುತ್ತದೆ. ಮೂರು ದಿನಗಳ ಕಾಲ ವಿವಿಧ ಧಾರ್ಮಿಕ ಕಾರ್ಯಕ್ರಮಗಳು ನಡೆದವು. ಜಾತ್ರೆಯ ಅಂಗವಾಗಿ ಗ್ರಾಮದ ಎಲ್ಲಾ ಮನೆಗಳಲ್ಲೂ ಹಬ್ಬದ ಸಡಗರ ಕಂಡುಬಂದಿತು. ಜಾತ್ರಾ ಮಹೋತ್ಸವದಲ್ಲಿ ತಮಟೆ ವಾದ್ಯ, ಕೀಲುಕುದುರೆ, ವೀರಗಾಸೆ ಸೇರಿದಂತೆ ಜಾನಪದ ಕಲಾತಂಡಗಳು ಗಮನ ಸೆಳೆದವು. ಜಾತ್ರಾ ಮಹೋತ್ಸವದಲ್ಲಿ ತಮಟೆವಾದ್ಯ, ವಾದ್ಯಗಳು, ಬಣ್ಣದ ಹೂವುಗಳಿಂದ ಅಲಂಕರಿಸಲ್ಪಟ್ಟ ರಥದಲ್ಲಿ ಸ್ವಾಮಿಯನ್ನು ಪ್ರತಿಷ್ಠಾಪಿಸಿ ಮೆರವಣಿಗೆ ನಡೆಸಲಾಯಿತು. ಈ ಸಂದರ್ಭದಲ್ಲಿ ಮುಖಂಡರಾದ ಸಿದ್ದಲಿಂಗಪ್ಪ, ಗುರುಲಿಂಗಪ್ಪ, ರುದ್ರೇಶ್, ಮೋಹನ್, ಗಿರೀಶ್, ರಾಜಶೇಖರ್, ಶಿವಕುಮಾರ್, ಬಸವರಾಜು ಜಾತ್ರಾ ಮಹೋತ್ಸವದಲ್ಲಿ ಭಾಗವಹಿಸಿದ್ದರು. (303, 1230, 553, 1551)
published-at: TUMAKURU, S.L.N. BUILDING, KEMPEGOWDA ROAD, AMARAJHOTHYNAGARA, TUMKURU DISTRICT. KARNATAKA. (425, 2320, 1171, 2335)
yakshagana-col3: ರಾತ್ರಿಯಿಡೀ ರಂಗಸ್ಥಳದಲ್ಲಿ ಪ್ರದರ್ಶನ ನೀಡಿದ ಕಲಾವಿದರ ವೇಷಭೂಷಣ ಗಮನ ಸೆಳೆಯಿತು. ಭಾಗವತ್ ಮಂಜುನಾಥ್ ಎಂ.ಎಂ ಮಾತನಾಡಿ ಮೂಡಲಪಾಯ ಯಕ್ಷಗಾನವು ತನ್ನ ವಿಶಿಷ್ಟ ವೇಷಭೂಷಣ, ಸಂಗೀತ ಮತ್ತು ನೃತ್ಯ ಶೈಲಿಗಳ ಮೂಲಕ ಪ್ರಸಿದ್ಧವಾಗಿದೆ. ಪುರಾಣ ಕಥೆಗಳನ್ನು ಜೀವಂತವಾಗಿ ಪ್ರದರ್ಶಿಸುವ ಈ ಕಲೆ ಗ್ರಾಮೀಣ ಸಂಸ್ಕೃತಿಯ ಪ್ರತೀಕವಾಗಿದೆ ಎಂದರು. (1018, 410, 1226, 569)
masthead-volume: Volume:10, Price:1.00, (1046, 26, 1199, 46)
guddali-caption: ತಾಲ್ಲೂಕಿನ ಹುಳಿಯಾರು ಹೋಬಳಿಯ ದೊಡ್ಡಬಿದರೆ 15ನೇ ಹಣಕಾಸು ಯೋಜನೆ ಅಡಿಯಲ್ಲಿ ರಸ್ತೆಯಲ್ಲಿ 26 ಲಕ್ಷ ವೆಚ್ಚದಲ್ಲಿ ಎರಡು ಸಿಸಿ ಡ್ರೈನ್ ನಿರ್ಮಾಣದ ಕಾಮಗಾರಿಗೆ ಶಾಸಕ ಸಿ.ಬಿ.ಸುರೇಶ್‌ಬಾಬು ಗುದ್ದಲಿ ಪೂಜೆ ನೆರವೇರಿಸಿದರು. ಈ ಸಂದರ್ಭದಲ್ಲಿ ಮುಖಂಡರಾದ ರಾಘವೇಂದ್ರ, ಮಂಜುನಾಥ್, ತಿಮ್ಮಯ್ಯ ಸೇರಿದಂತೆ ಹಲವು ಮತ್ತಿತರರು ಇದ್ದರು. (41, 865, 553, 917)
masthead-issue: Issue:184 (965, 26, 1030, 46)
editor: MANJUNATHA P.N., S.L.N. BUILDING, KEMPEGOWDA ROAD, AMARAJHOTHYNAGARA, TUMKURU DISTRICT. KARNATAKA. (38, 2320, 1475, 2356)
savitha-col1: ತುಮಕೂರು: ಹೊಸ ಆವಿಷ್ಕಾರಗಳನ್ನು, ಆಧುನಿಕ ವೃತ್ತಿಕೌಶಲ್ಯಗಳನ್ನು ಅಳವಡಿಸಿಕೊಂಡು, ಗ್ರಾಹಕರ ಅಭಿರುಚಿಯನ್ನು ಅರಿತು ಸವಿತಾ ಸಮಾಜದವರು ತಮ್ಮ ವೃತ್ತಿಯಲ್ಲಿ ಯಶಸ್ವಿಯಾಗಬೇಕು ಎಂದು ಶಾಸಕ ಜಿ.ಬಿ.ಜ್ಯೋತಿಗಣೇಶ್ ಸಲಹೆ ನೀಡಿದರು. ನಗರದ ಕನ್ನಡ ಭವನದಲ್ಲಿ ಜಿಲ್ಲಾ ಸವಿತಾ ಸಮಾಜ ಸಂಘದ ವತಿಯಿಂದ ಆಯೋಜಿಸಿದ್ದ ವೃತ್ತಿ ಕೌಶಲ್ಯ ತರಬೇತಿ ಕಾರ್ಯಾಗಾರವನ್ನು ಉದ್ಘಾಟಿಸಿ ಅವರು ಮಾತನಾಡಿದರು. ಯಾವ ವೃತ್ತಿಯೂ ಶ್ರೇಷ್ಠ ಎನ್ನುವುದಿಲ್ಲ. ಮಂಗಳವಾರ ನಗರದ ಕನ್ನಡ ಭವನದಲ್ಲಿ ಜಿಲ್ಲಾ ಸವಿತಾ ಸಮಾಜ ಸಂಘದ ವತಿಯಿಂದ ಆಯೋಜಿಸಿದ್ದ ಕೌಶಲ್ಯ ಉನ್ನತೀಕರಣ ತರಬೇತಿ ಕಾರ್ಯಾಗಾರ ಉದ್ಘಾಟಿಸಿ ಶಾಸಕರು ಮಾತನಾಡಿದರು. (574, 1517, 789, 1798)
masthead-page: Page: 4 (1215, 26, 1265, 46)
printed-at-label: PRNTED AT: (1096, 2299, 1177, 2314)
dental-headline-1: ಇಂದು ಗಾಣದಾಳ್ ಆಸ್ಪತ್ರೆಯಲ್ಲಿ (1104, 1826, 1389, 1859)
